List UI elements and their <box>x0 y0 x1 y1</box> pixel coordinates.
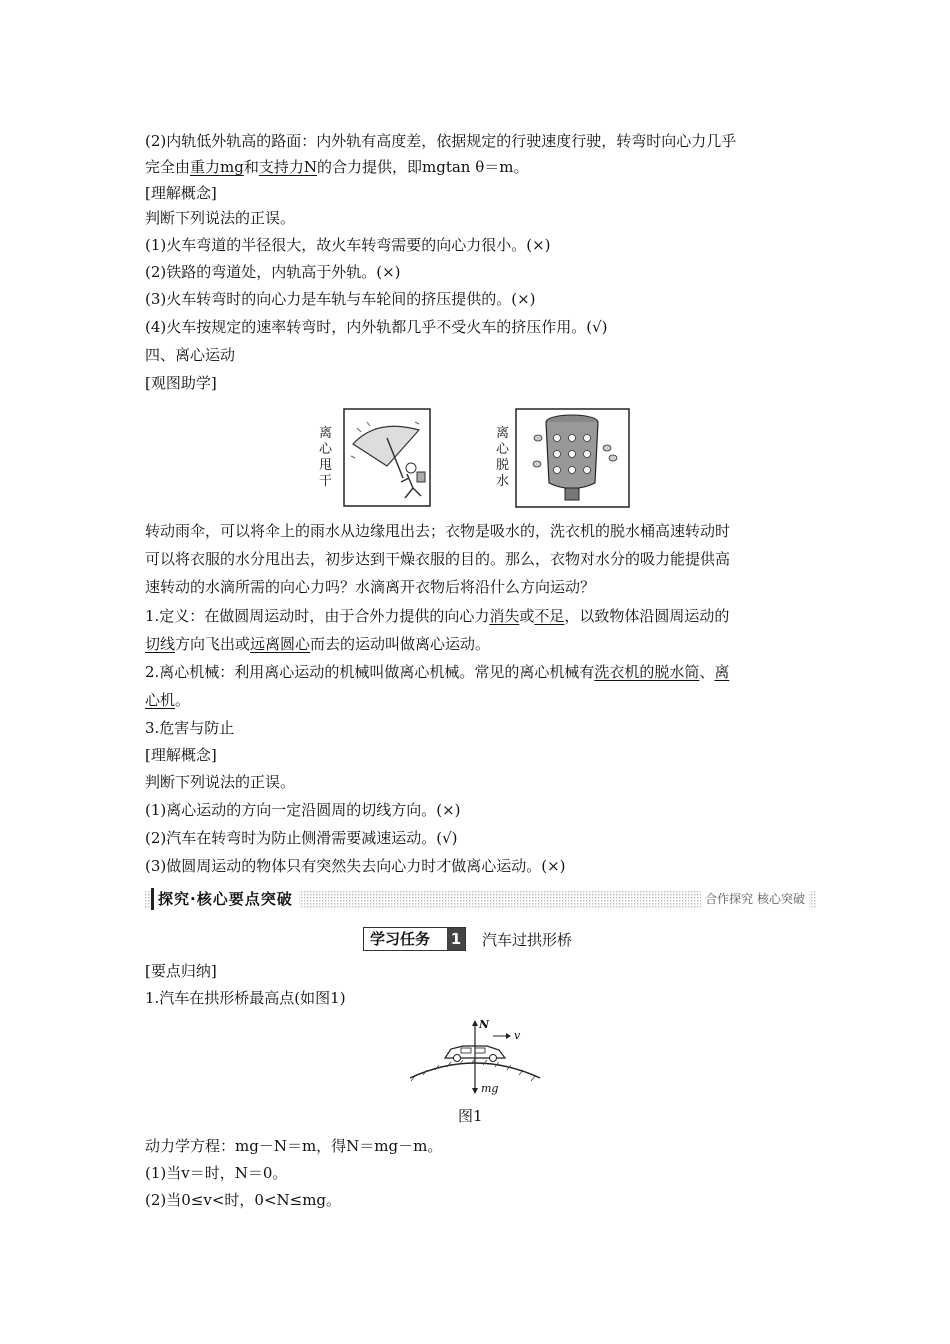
underlined-answer: 不足 <box>534 607 565 625</box>
text-line: 判断下列说法的正误。 <box>145 209 296 227</box>
text-span: 和 <box>243 158 259 176</box>
text-line: 1.汽车在拱形桥最高点(如图1) <box>145 989 346 1007</box>
text-line: (2)内轨低外轨高的路面：内外轨有高度差，依据规定的行驶速度行驶，转弯时向心力几乎 <box>145 132 737 150</box>
text-line: 转动雨伞，可以将伞上的雨水从边缘甩出去；衣物是吸水的，洗衣机的脱水桶高速转动时 <box>145 522 731 540</box>
figure-label: 离心甩干 <box>319 426 333 489</box>
question-item: (3)做圆周运动的物体只有突然失去向心力时才做离心运动。(×) <box>145 857 566 875</box>
question-item: (2)铁路的弯道处，内轨高于外轨。(×) <box>145 263 401 281</box>
text-line: 动力学方程：mg－N＝m，得N＝mg－m。 <box>145 1137 443 1155</box>
force-label-N: N <box>479 1018 490 1031</box>
text-line <box>145 606 729 626</box>
text-line: (2)当0≤v<时，0<N≤mg。 <box>145 1191 342 1209</box>
banner-subtitle: 合作探究 核心突破 <box>701 888 809 910</box>
question-item: (3)火车转弯时的向心力是车轨与车轮间的挤压提供的。(×) <box>145 290 536 308</box>
question-item: (4)火车按规定的速率转弯时，内外轨都几乎不受火车的挤压作用。(√) <box>145 318 608 336</box>
text-span: 方向飞出或 <box>175 635 251 653</box>
text-span: 。 <box>175 691 191 709</box>
underlined-answer: 离 <box>714 663 730 681</box>
bridge-figure <box>405 1018 545 1098</box>
text-line: 可以将衣服的水分甩出去，初步达到干燥衣服的目的。那么，衣物对水分的吸力能提供高 <box>145 550 731 568</box>
underlined-answer: 洗衣机的脱水筒 <box>594 663 700 681</box>
text-span: 的合力提供，即mgtan θ＝m。 <box>317 158 529 176</box>
section-banner <box>145 888 817 910</box>
umbrella-illustration <box>317 408 432 508</box>
question-item: (2)汽车在转弯时为防止侧滑需要减速运动。(√) <box>145 829 458 847</box>
underlined-answer: 心机 <box>145 691 176 709</box>
task-badge-number: 1 <box>447 928 465 950</box>
text-span: 2.离心机械：利用离心运动的机械叫做离心机械。常见的离心机械有 <box>145 663 595 681</box>
text-line: 速转动的水滴所需的向心力吗？水滴离开衣物后将沿什么方向运动？ <box>145 578 596 596</box>
task-badge-label: 学习任务 <box>370 930 431 948</box>
text-span: 完全由 <box>145 158 191 176</box>
section-label: [理解概念] <box>145 746 217 764</box>
text-line: 判断下列说法的正误。 <box>145 773 296 791</box>
text-line: (1)当v＝时，N＝0。 <box>145 1164 288 1182</box>
text-line <box>145 662 729 682</box>
question-item: (1)离心运动的方向一定沿圆周的切线方向。(×) <box>145 801 461 819</box>
underlined-answer: 远离圆心 <box>250 635 311 653</box>
car-on-bridge-diagram <box>405 1018 545 1098</box>
text-line: 3.危害与防止 <box>145 719 235 737</box>
dryer-illustration <box>491 408 631 508</box>
text-line <box>145 157 528 177</box>
underlined-answer: 重力mg <box>190 158 244 176</box>
text-span: 而去的运动叫做离心运动。 <box>310 635 491 653</box>
task-title: 汽车过拱形桥 <box>482 931 573 949</box>
underlined-answer: 切线 <box>145 635 176 653</box>
text-span: 1.定义：在做圆周运动时，由于合外力提供的向心力 <box>145 607 490 625</box>
text-line <box>145 634 490 654</box>
velocity-label: v <box>514 1029 521 1042</box>
text-span: 或 <box>519 607 535 625</box>
banner-title: 探究·核心要点突破 <box>151 888 299 910</box>
section-label: [理解概念] <box>145 184 217 202</box>
text-span: ，以致物体沿圆周运动的 <box>564 607 730 625</box>
section-label: [观图助学] <box>145 374 217 392</box>
section-label: [要点归纳] <box>145 962 217 980</box>
task-badge <box>363 927 466 951</box>
underlined-answer: 支持力N <box>258 158 317 176</box>
underlined-answer: 消失 <box>489 607 520 625</box>
text-span: 、 <box>699 663 715 681</box>
figure-label: 离心脱水 <box>496 426 510 489</box>
section-heading: 四、离心运动 <box>145 346 236 364</box>
text-line <box>145 690 190 710</box>
figure-caption: 图1 <box>458 1107 483 1125</box>
force-label-mg: mg <box>481 1082 499 1095</box>
spin-dryer-figure <box>491 408 631 508</box>
question-item: (1)火车弯道的半径很大，故火车转弯需要的向心力很小。(×) <box>145 236 551 254</box>
umbrella-figure <box>317 408 432 508</box>
